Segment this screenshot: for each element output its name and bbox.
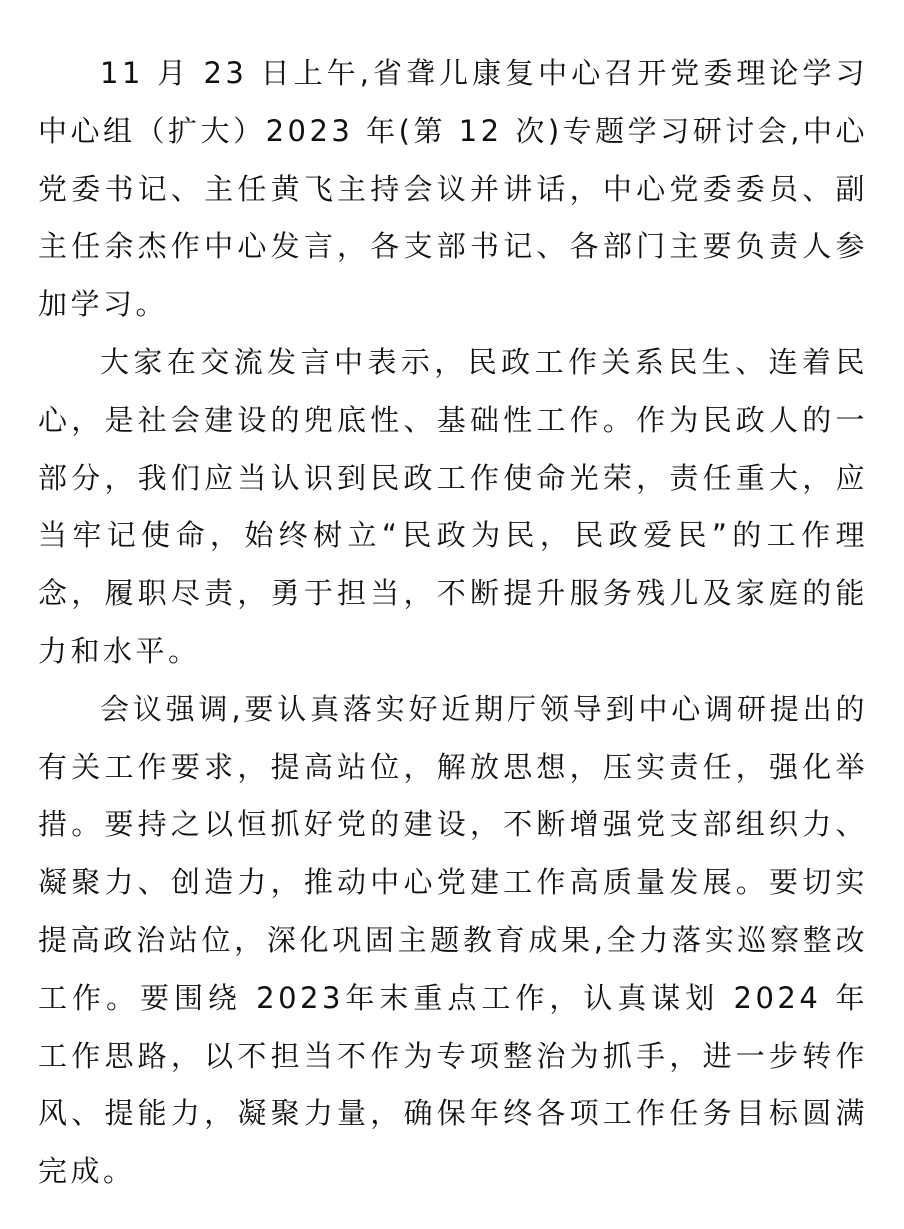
document-body: [38, 45, 868, 1201]
paragraph-meeting-emphasis: 会议强调,要认真落实好近期厅领导到中心调研提出的有关工作要求，提高站位，解放思想，压实责任，强化举措。要持之以恒抓好党的建设，不断增强党支部组织力、凝聚力、创造力，推动中心党建工作高质量发展。要切实提高政治站位，深化巩固主题教育成果,全力落实巡察整改工作。要围绕 2023年末重点工作，认真谋划 2024 年工作思路，以不担当不作为专项整治为抓手，进一步转作风、提能力，凝聚力量，确保年终各项工作任务目标圆满完成。: [38, 691, 868, 1189]
paragraph-discussion: 大家在交流发言中表示，民政工作关系民生、连着民心，是社会建设的兜底性、基础性工作。作为民政人的一部分，我们应当认识到民政工作使命光荣，责任重大，应当牢记使命，始终树立“民政为民，民政爱民”的工作理念，履职尽责，勇于担当，不断提升服务残儿及家庭的能力和水平。: [38, 344, 868, 668]
paragraph-meeting-intro: 11 月 23 日上午,省聋儿康复中心召开党委理论学习中心组（扩大）2023 年(第 12 次)专题学习研讨会,中心党委书记、主任黄飞主持会议并讲话，中心党委委员、副主任余杰作中心发言，各支部书记、各部门主要负责人参加学习。: [38, 56, 868, 322]
